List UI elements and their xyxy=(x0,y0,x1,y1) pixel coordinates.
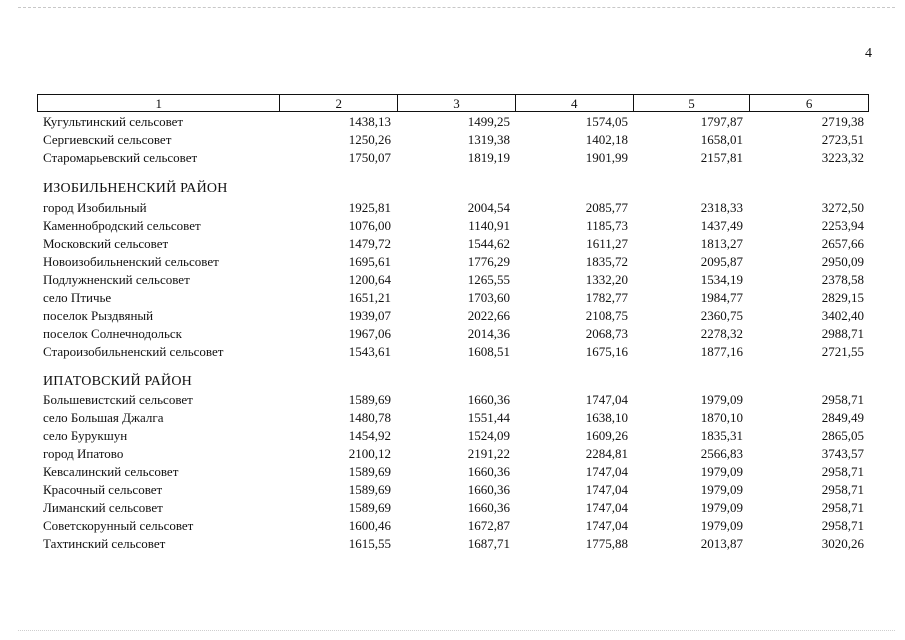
table-row xyxy=(0,463,905,481)
row-col-6: 2849,49 xyxy=(821,410,864,425)
row-col-6: 2378,58 xyxy=(821,272,864,287)
row-col-3: 1660,36 xyxy=(467,482,510,497)
row-col-2: 1695,61 xyxy=(348,254,391,269)
row-col-2: 1651,21 xyxy=(348,290,391,305)
row-col-2: 1250,26 xyxy=(348,132,391,147)
row-col-5: 1877,16 xyxy=(700,344,743,359)
header-col-3: 3 xyxy=(398,95,516,111)
row-col-6: 3223,32 xyxy=(821,150,864,165)
row-col-2: 1939,07 xyxy=(348,308,391,323)
row-name: Тахтинский сельсовет xyxy=(43,536,166,551)
row-col-5: 1534,19 xyxy=(700,272,743,287)
row-col-5: 1813,27 xyxy=(700,236,743,251)
row-col-2: 1615,55 xyxy=(348,536,391,551)
header-col-2: 2 xyxy=(280,95,398,111)
row-col-2: 1589,69 xyxy=(348,500,391,515)
table-row xyxy=(0,289,905,307)
header-col-4: 4 xyxy=(516,95,634,111)
table-row xyxy=(0,391,905,409)
row-col-2: 1600,46 xyxy=(348,518,391,533)
row-col-3: 1660,36 xyxy=(467,500,510,515)
row-col-3: 1608,51 xyxy=(467,344,510,359)
row-name: село Бурукшун xyxy=(43,428,128,443)
row-col-4: 1747,04 xyxy=(585,500,628,515)
table-row xyxy=(0,217,905,235)
row-col-6: 2958,71 xyxy=(821,518,864,533)
row-col-3: 1660,36 xyxy=(467,464,510,479)
row-col-6: 2988,71 xyxy=(821,326,864,341)
row-col-6: 2958,71 xyxy=(821,464,864,479)
row-col-4: 1609,26 xyxy=(585,428,628,443)
row-col-2: 1200,64 xyxy=(348,272,391,287)
row-col-5: 2318,33 xyxy=(700,200,743,215)
row-name: Старомарьевский сельсовет xyxy=(43,150,198,165)
row-col-6: 2958,71 xyxy=(821,500,864,515)
row-col-4: 2284,81 xyxy=(585,446,628,461)
row-col-5: 1979,09 xyxy=(700,500,743,515)
row-col-3: 1551,44 xyxy=(467,410,510,425)
table-header xyxy=(37,94,869,112)
table-row xyxy=(0,113,905,131)
row-name: село Большая Джалга xyxy=(43,410,164,425)
row-col-5: 1979,09 xyxy=(700,482,743,497)
table-row xyxy=(0,409,905,427)
row-col-2: 1967,06 xyxy=(348,326,391,341)
row-col-4: 1332,20 xyxy=(585,272,628,287)
row-col-2: 1480,78 xyxy=(348,410,391,425)
row-col-5: 2566,83 xyxy=(700,446,743,461)
table-row xyxy=(0,445,905,463)
row-col-4: 1901,99 xyxy=(585,150,628,165)
row-col-4: 1747,04 xyxy=(585,464,628,479)
row-col-3: 1819,19 xyxy=(467,150,510,165)
row-col-6: 2721,55 xyxy=(821,344,864,359)
row-col-5: 1835,31 xyxy=(700,428,743,443)
row-col-6: 2865,05 xyxy=(821,428,864,443)
row-col-3: 2014,36 xyxy=(467,326,510,341)
row-col-5: 2360,75 xyxy=(700,308,743,323)
row-col-2: 1589,69 xyxy=(348,464,391,479)
row-col-6: 2657,66 xyxy=(821,236,864,251)
row-col-5: 2157,81 xyxy=(700,150,743,165)
row-col-6: 2950,09 xyxy=(821,254,864,269)
row-col-5: 2278,32 xyxy=(700,326,743,341)
page-number: 4 xyxy=(865,46,872,61)
row-col-5: 1979,09 xyxy=(700,392,743,407)
row-col-4: 1782,77 xyxy=(585,290,628,305)
row-col-6: 2253,94 xyxy=(821,218,864,233)
row-col-3: 1687,71 xyxy=(467,536,510,551)
row-col-2: 1479,72 xyxy=(348,236,391,251)
row-col-3: 1499,25 xyxy=(467,114,510,129)
table-row xyxy=(0,149,905,167)
row-col-3: 2004,54 xyxy=(467,200,510,215)
row-col-4: 1747,04 xyxy=(585,482,628,497)
header-col-5: 5 xyxy=(634,95,751,111)
row-col-2: 1438,13 xyxy=(348,114,391,129)
row-col-4: 1675,16 xyxy=(585,344,628,359)
table-row xyxy=(0,307,905,325)
row-name: поселок Солнечнодольск xyxy=(43,326,182,341)
row-col-5: 1658,01 xyxy=(700,132,743,147)
row-col-3: 1703,60 xyxy=(467,290,510,305)
row-name: город Изобильный xyxy=(43,200,147,215)
row-name: Каменнобродский сельсовет xyxy=(43,218,201,233)
row-col-6: 2723,51 xyxy=(821,132,864,147)
row-name: Сергиевский сельсовет xyxy=(43,132,172,147)
row-col-2: 1589,69 xyxy=(348,482,391,497)
scan-edge-bottom xyxy=(18,630,895,631)
row-col-3: 1265,55 xyxy=(467,272,510,287)
header-col-1: 1 xyxy=(38,95,280,111)
row-col-3: 2022,66 xyxy=(467,308,510,323)
row-col-3: 1776,29 xyxy=(467,254,510,269)
row-name: Московский сельсовет xyxy=(43,236,169,251)
row-name: Красочный сельсовет xyxy=(43,482,163,497)
row-col-6: 3020,26 xyxy=(821,536,864,551)
row-col-5: 1979,09 xyxy=(700,518,743,533)
row-name: Кугультинский сельсовет xyxy=(43,114,184,129)
row-name: поселок Рыздвяный xyxy=(43,308,154,323)
row-name: село Птичье xyxy=(43,290,112,305)
row-col-6: 2958,71 xyxy=(821,392,864,407)
row-col-4: 1835,72 xyxy=(585,254,628,269)
row-col-2: 1454,92 xyxy=(348,428,391,443)
row-col-5: 1984,77 xyxy=(700,290,743,305)
row-col-5: 2095,87 xyxy=(700,254,743,269)
district-title-ipatovsky: ИПАТОВСКИЙ РАЙОН xyxy=(43,374,192,389)
row-col-5: 2013,87 xyxy=(700,536,743,551)
row-col-3: 1319,38 xyxy=(467,132,510,147)
table-row xyxy=(0,535,905,553)
row-col-6: 3743,57 xyxy=(821,446,864,461)
row-col-6: 2719,38 xyxy=(821,114,864,129)
row-col-5: 1437,49 xyxy=(700,218,743,233)
row-name: Староизобильненский сельсовет xyxy=(43,344,224,359)
row-col-5: 1870,10 xyxy=(700,410,743,425)
row-col-4: 1611,27 xyxy=(586,236,628,251)
row-col-4: 1747,04 xyxy=(585,518,628,533)
row-col-6: 3272,50 xyxy=(821,200,864,215)
table-row xyxy=(0,235,905,253)
row-col-4: 2068,73 xyxy=(585,326,628,341)
row-col-6: 2958,71 xyxy=(821,482,864,497)
table-row xyxy=(0,499,905,517)
table-row xyxy=(0,271,905,289)
row-col-3: 2191,22 xyxy=(467,446,510,461)
row-name: Большевистский сельсовет xyxy=(43,392,193,407)
row-col-5: 1797,87 xyxy=(700,114,743,129)
row-col-4: 2085,77 xyxy=(585,200,628,215)
row-col-2: 1543,61 xyxy=(348,344,391,359)
row-col-3: 1524,09 xyxy=(467,428,510,443)
row-col-3: 1140,91 xyxy=(468,218,510,233)
row-col-2: 1925,81 xyxy=(348,200,391,215)
district-title-izobilnensky: ИЗОБИЛЬНЕНСКИЙ РАЙОН xyxy=(43,181,228,196)
row-col-6: 2829,15 xyxy=(821,290,864,305)
row-col-2: 2100,12 xyxy=(348,446,391,461)
row-name: город Ипатово xyxy=(43,446,124,461)
scan-edge-top xyxy=(18,7,895,8)
row-name: Подлужненский сельсовет xyxy=(43,272,190,287)
header-col-6: 6 xyxy=(805,96,813,111)
row-col-5: 1979,09 xyxy=(700,464,743,479)
row-col-2: 1750,07 xyxy=(348,150,391,165)
row-col-4: 1574,05 xyxy=(585,114,628,129)
row-col-2: 1589,69 xyxy=(348,392,391,407)
row-col-3: 1544,62 xyxy=(467,236,510,251)
row-name: Советскорунный сельсовет xyxy=(43,518,194,533)
row-col-6: 3402,40 xyxy=(821,308,864,323)
row-name: Кевсалинский сельсовет xyxy=(43,464,179,479)
table-row xyxy=(0,131,905,149)
row-col-4: 1775,88 xyxy=(585,536,628,551)
row-col-3: 1672,87 xyxy=(467,518,510,533)
table-row xyxy=(0,199,905,217)
table-row xyxy=(0,253,905,271)
table-row xyxy=(0,517,905,535)
row-col-4: 1185,73 xyxy=(586,218,628,233)
row-name: Лиманский сельсовет xyxy=(43,500,163,515)
row-col-4: 1402,18 xyxy=(585,132,628,147)
row-col-4: 1747,04 xyxy=(585,392,628,407)
row-col-3: 1660,36 xyxy=(467,392,510,407)
row-name: Новоизобильненский сельсовет xyxy=(43,254,219,269)
table-row xyxy=(0,481,905,499)
row-col-2: 1076,00 xyxy=(348,218,391,233)
table-row xyxy=(0,427,905,445)
row-col-4: 1638,10 xyxy=(585,410,628,425)
table-row xyxy=(0,325,905,343)
row-col-4: 2108,75 xyxy=(585,308,628,323)
table-row xyxy=(0,343,905,361)
